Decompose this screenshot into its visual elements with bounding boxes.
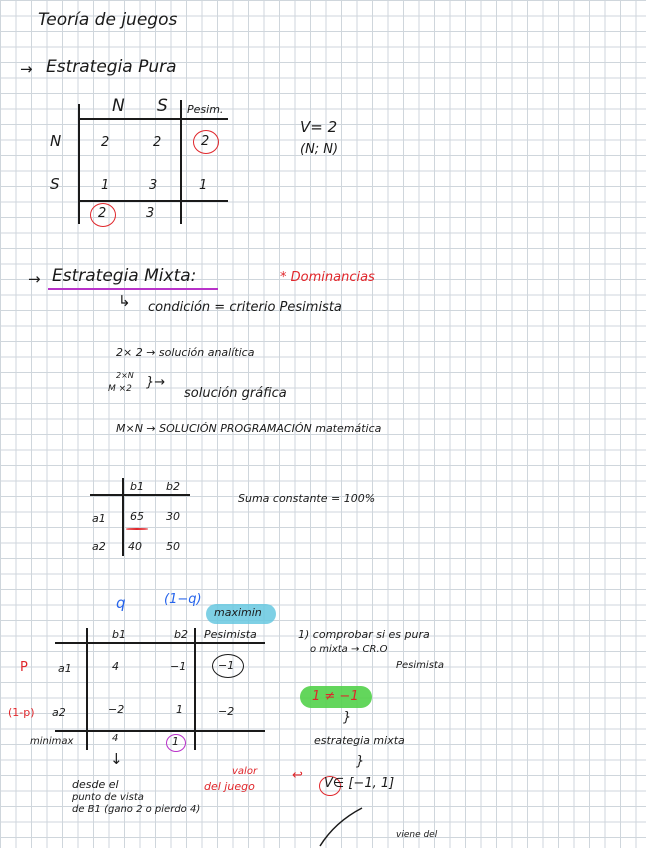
pure-cell: 2 [201,134,210,149]
method-dims-top: 2×N [116,371,134,380]
step1-line3: Pesimista [396,660,444,671]
below-note: de B1 (gano 2 o pierdo 4) [72,804,201,815]
pure-row-label: N [50,132,62,150]
t3-col-header: Pesimista [204,628,257,641]
interval: V∈ [−1, 1] [324,776,395,791]
pure-cell: 3 [149,178,158,193]
pure-col-header: S [157,96,168,116]
pure-bottom-cell: 2 [98,206,107,221]
t3-cell: −2 [108,703,125,716]
pure-col-header: Pesim. [187,103,224,116]
minimax-label: minimax [30,736,74,747]
pure-arrow: → [20,60,33,78]
pure-heading: Estrategia Pura [46,57,177,77]
mixta-label: estrategia mixta [314,734,405,747]
brace-down-2: } [356,754,365,769]
viene-note: viene del [396,830,438,840]
t2-cell: 50 [166,540,180,553]
t2-cell: 40 [128,540,142,553]
pure-cell: 1 [199,178,208,193]
t3-col-header: b1 [112,628,126,641]
q-label: q [116,594,126,612]
method-dims-bottom: M ×2 [108,384,132,394]
constant-sum-note: Suma constante = 100% [238,492,376,505]
pure-cell: 2 [153,135,162,150]
t3-prob: (1-p) [8,706,35,719]
t3-cell: −1 [218,659,235,672]
valor-label: valor [232,766,258,777]
pure-cell: 1 [101,178,110,193]
pure-col-header: N [112,96,125,116]
t3-cell: −1 [170,660,187,673]
method-graphic: solución gráfica [184,386,287,401]
t2-row-label: a2 [92,540,106,553]
t3-row-label: a1 [58,662,72,675]
below-note: punto de vista [72,792,144,803]
pure-equilibrium: (N; N) [300,142,339,157]
inequality: 1 ≠ −1 [312,689,359,704]
t2-cell: 30 [166,510,180,523]
brace-down: } [343,710,352,725]
condition-text: condición = criterio Pesimista [148,300,342,315]
maximin-label: maximin [214,606,262,619]
pure-cell: 2 [101,135,110,150]
pure-bottom-cell: 3 [146,206,155,221]
pure-row-label: S [50,175,60,193]
down-arrow: ↓ [110,750,123,768]
valor-label: del juego [204,780,255,793]
step1-line1: 1) comprobar si es pura [298,628,430,641]
t2-cell: 65 [130,510,144,523]
t3-cell: 1 [176,703,183,716]
below-note: desde el [72,778,119,791]
minimax-value: 4 [112,733,119,744]
step1-line2: o mixta → CR.O [310,644,388,655]
page-title: Teoría de juegos [38,10,178,30]
t3-col-header: b2 [174,628,188,641]
pure-value: V= 2 [300,118,338,136]
curl-arrow: ↩ [292,768,303,783]
method-analytic: 2× 2 → solución analítica [116,346,255,359]
t2-col-header: b2 [166,480,180,493]
t3-prob: P [20,660,28,675]
one-minus-q-label: (1−q) [164,592,202,607]
t2-row-label: a1 [92,512,106,525]
t2-col-header: b1 [130,480,144,493]
t3-cell: −2 [218,705,235,718]
mixed-arrow: → [28,270,41,288]
condition-arrow: ↳ [118,292,131,310]
t3-cell: 4 [112,660,119,673]
mixed-heading: Estrategia Mixta: [52,266,197,286]
t3-row-label: a2 [52,706,66,719]
method-programming: M×N → SOLUCIÓN PROGRAMACIÓN matemática [116,422,382,435]
dominance-note: * Dominancias [280,270,375,285]
minimax-value: 1 [172,735,179,748]
method-brace: }→ [146,375,166,390]
